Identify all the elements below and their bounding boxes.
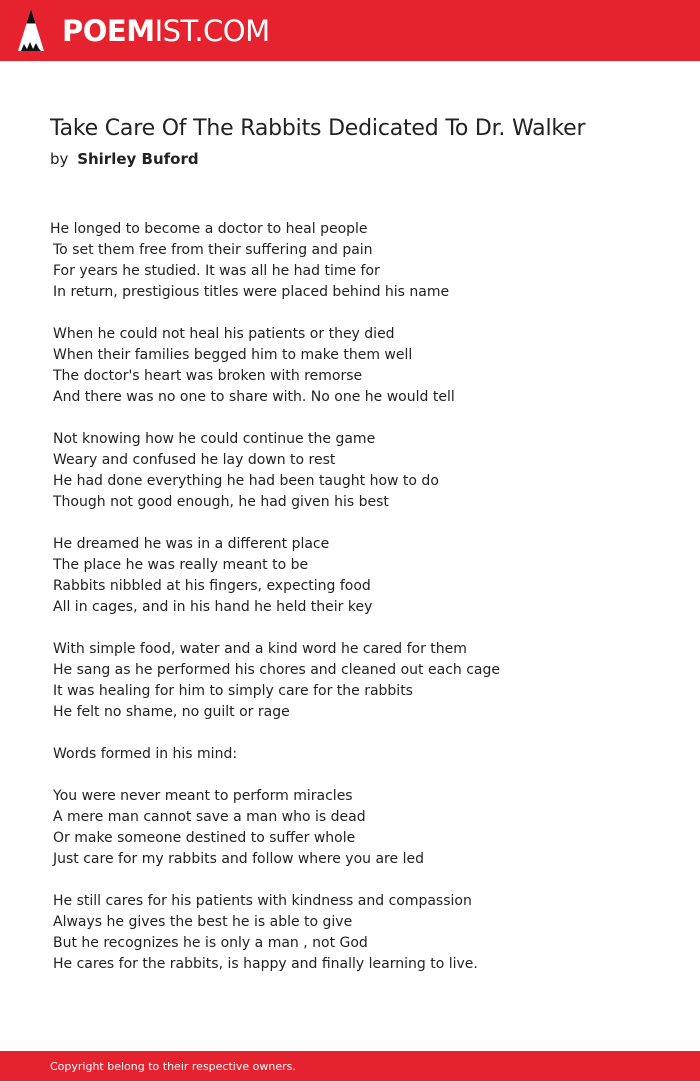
poem-line: When their families begged him to make them well — [53, 347, 413, 363]
poem-line: Just care for my rabbits and follow where you are led — [53, 851, 424, 867]
site-footer — [0, 1051, 700, 1081]
site-header — [0, 0, 700, 61]
poem-line: He had done everything he had been taught how to do — [53, 473, 439, 489]
poem-line: It was healing for him to simply care for the rabbits — [53, 683, 413, 699]
poem-line: Not knowing how he could continue the game — [53, 431, 376, 447]
poem-line: Rabbits nibbled at his fingers, expecting food — [53, 578, 371, 594]
stanza-break — [50, 408, 670, 429]
byline — [50, 150, 199, 168]
poem-line: Or make someone destined to suffer whole — [53, 830, 356, 846]
poem-line: Always he gives the best he is able to give — [53, 914, 353, 930]
site-logo-wordmark[interactable] — [62, 11, 270, 51]
poem-line: Weary and confused he lay down to rest — [53, 452, 336, 468]
poem-line: In return, prestigious titles were placed behind his name — [53, 284, 450, 300]
stanza-break — [50, 870, 670, 891]
poem-line: With simple food, water and a kind word he cared for them — [53, 641, 467, 657]
poem-line: All in cages, and in his hand he held their key — [53, 599, 373, 615]
stanza-break — [50, 723, 670, 744]
stanza-break — [50, 303, 670, 324]
poem-line: The place he was really meant to be — [53, 557, 309, 573]
poem-line: For years he studied. It was all he had time for — [53, 263, 380, 279]
poem-line: Though not good enough, he had given his best — [53, 494, 389, 510]
poem-line: He dreamed he was in a different place — [53, 536, 330, 552]
poem-line: He still cares for his patients with kindness and compassion — [53, 893, 472, 909]
brand-light: IST.COM — [154, 14, 270, 48]
poem-line: He sang as he performed his chores and cleaned out each cage — [53, 662, 500, 678]
by-label: by — [50, 150, 69, 168]
pencil-icon[interactable] — [18, 9, 44, 51]
poem-body — [50, 219, 670, 975]
poem-line: You were never meant to perform miracles — [53, 788, 353, 804]
poem-line: Words formed in his mind: — [53, 746, 238, 762]
poem-line: But he recognizes he is only a man , not God — [53, 935, 368, 951]
copyright-text: Copyright belong to their respective owners. — [50, 1060, 296, 1073]
poem-line: And there was no one to share with. No one he would tell — [53, 389, 455, 405]
poem-line: The doctor's heart was broken with remorse — [53, 368, 363, 384]
poem-line: A mere man cannot save a man who is dead — [53, 809, 366, 825]
poem-title: Take Care Of The Rabbits Dedicated To Dr. Walker — [50, 116, 586, 141]
poem-line: He felt no shame, no guilt or rage — [53, 704, 290, 720]
poem-line: He cares for the rabbits, is happy and finally learning to live. — [53, 956, 478, 972]
stanza-break — [50, 513, 670, 534]
poem-line: He longed to become a doctor to heal people — [50, 221, 368, 237]
author-name: Shirley Buford — [77, 150, 199, 168]
poem-line: To set them free from their suffering and pain — [53, 242, 373, 258]
stanza-break — [50, 618, 670, 639]
stanza-break — [50, 765, 670, 786]
brand-bold: POEM — [62, 14, 155, 48]
poem-line: When he could not heal his patients or they died — [53, 326, 395, 342]
